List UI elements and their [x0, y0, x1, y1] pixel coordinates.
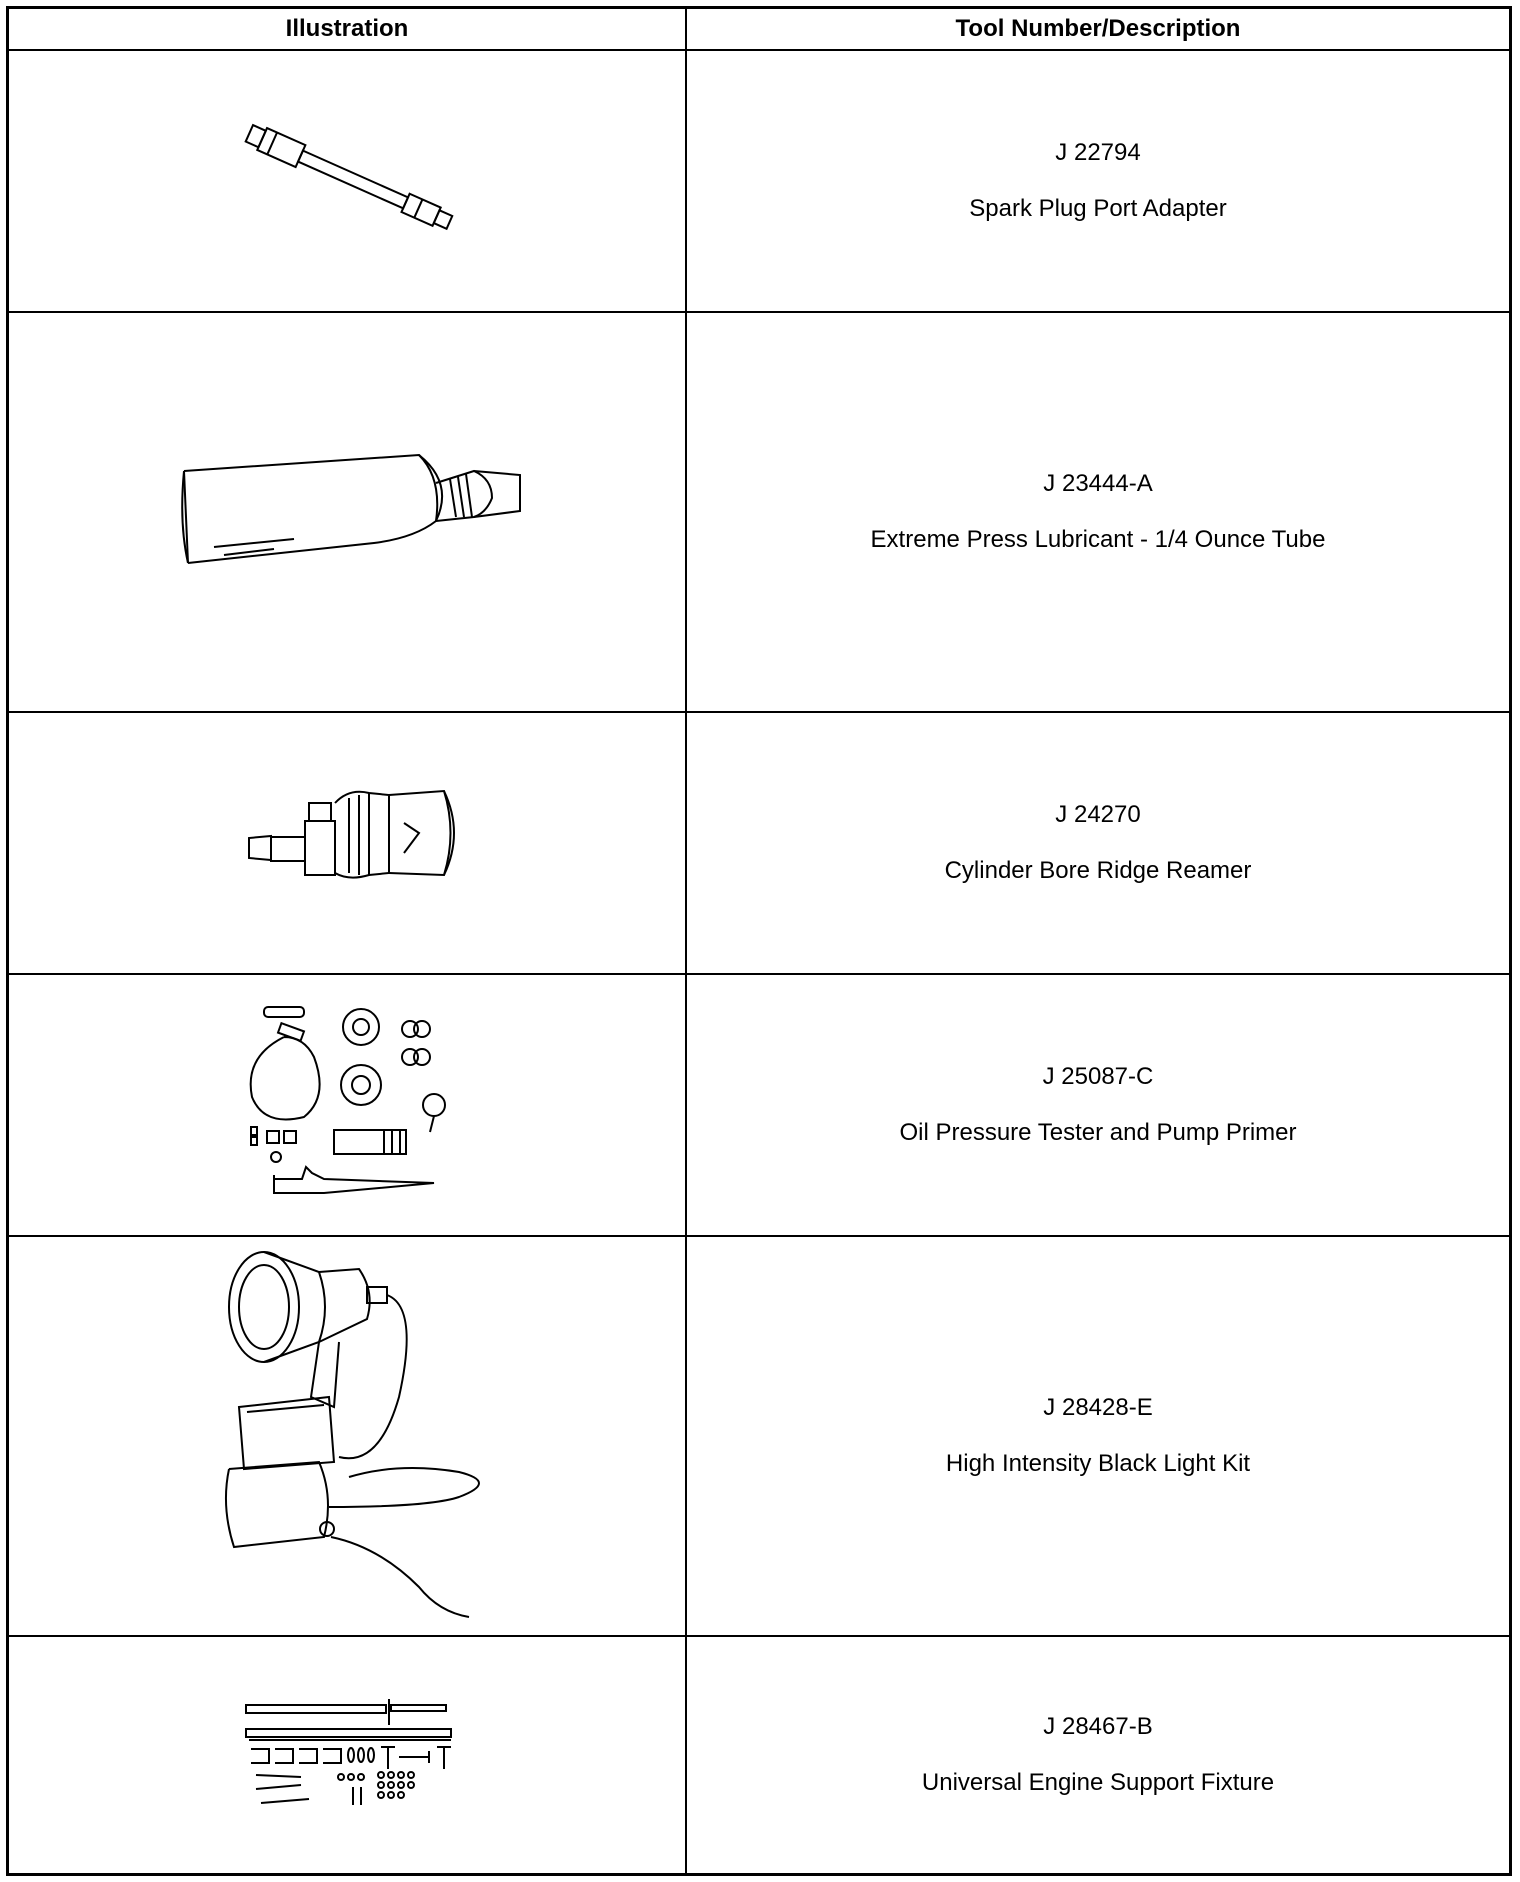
tool-description: Cylinder Bore Ridge Reamer	[944, 857, 1252, 884]
spark-plug-port-adapter-icon	[234, 121, 474, 241]
header-tool-description: Tool Number/Description	[955, 15, 1241, 42]
description-cell	[687, 975, 1509, 1235]
illustration-cell	[9, 1237, 685, 1635]
table-row	[9, 51, 1509, 313]
tool-description: Extreme Press Lubricant - 1/4 Ounce Tube	[870, 526, 1326, 553]
black-light-kit-icon	[219, 1247, 509, 1627]
tool-number: J 23444-A	[1043, 470, 1153, 497]
tool-number: J 25087-C	[1042, 1063, 1154, 1090]
tool-number: J 24270	[1055, 801, 1141, 828]
tool-description: Universal Engine Support Fixture	[921, 1769, 1275, 1796]
tool-number: J 28428-E	[1043, 1394, 1153, 1421]
illustration-cell	[9, 313, 685, 711]
illustration-cell	[9, 1637, 685, 1873]
table-row	[9, 1237, 1509, 1637]
tool-table	[6, 6, 1512, 1876]
description-cell	[687, 51, 1509, 311]
description-cell	[687, 1637, 1509, 1873]
table-row	[9, 313, 1509, 713]
description-cell	[687, 713, 1509, 973]
description-cell	[687, 1237, 1509, 1635]
engine-support-fixture-icon	[241, 1695, 461, 1813]
header-illustration: Illustration	[285, 15, 409, 42]
table-header	[9, 9, 1509, 51]
ridge-reamer-icon	[239, 763, 469, 903]
table-row	[9, 713, 1509, 975]
table-row	[9, 975, 1509, 1237]
tool-description: High Intensity Black Light Kit	[945, 1450, 1251, 1477]
lubricant-tube-icon	[174, 443, 544, 573]
oil-pressure-tester-kit-icon	[234, 997, 474, 1219]
illustration-cell	[9, 713, 685, 973]
tool-number: J 28467-B	[1043, 1713, 1153, 1740]
tool-number: J 22794	[1055, 139, 1141, 166]
illustration-cell	[9, 51, 685, 311]
tool-description: Spark Plug Port Adapter	[969, 195, 1227, 222]
table-row	[9, 1637, 1509, 1873]
illustration-cell	[9, 975, 685, 1235]
tool-description: Oil Pressure Tester and Pump Primer	[899, 1119, 1297, 1146]
description-cell	[687, 313, 1509, 711]
